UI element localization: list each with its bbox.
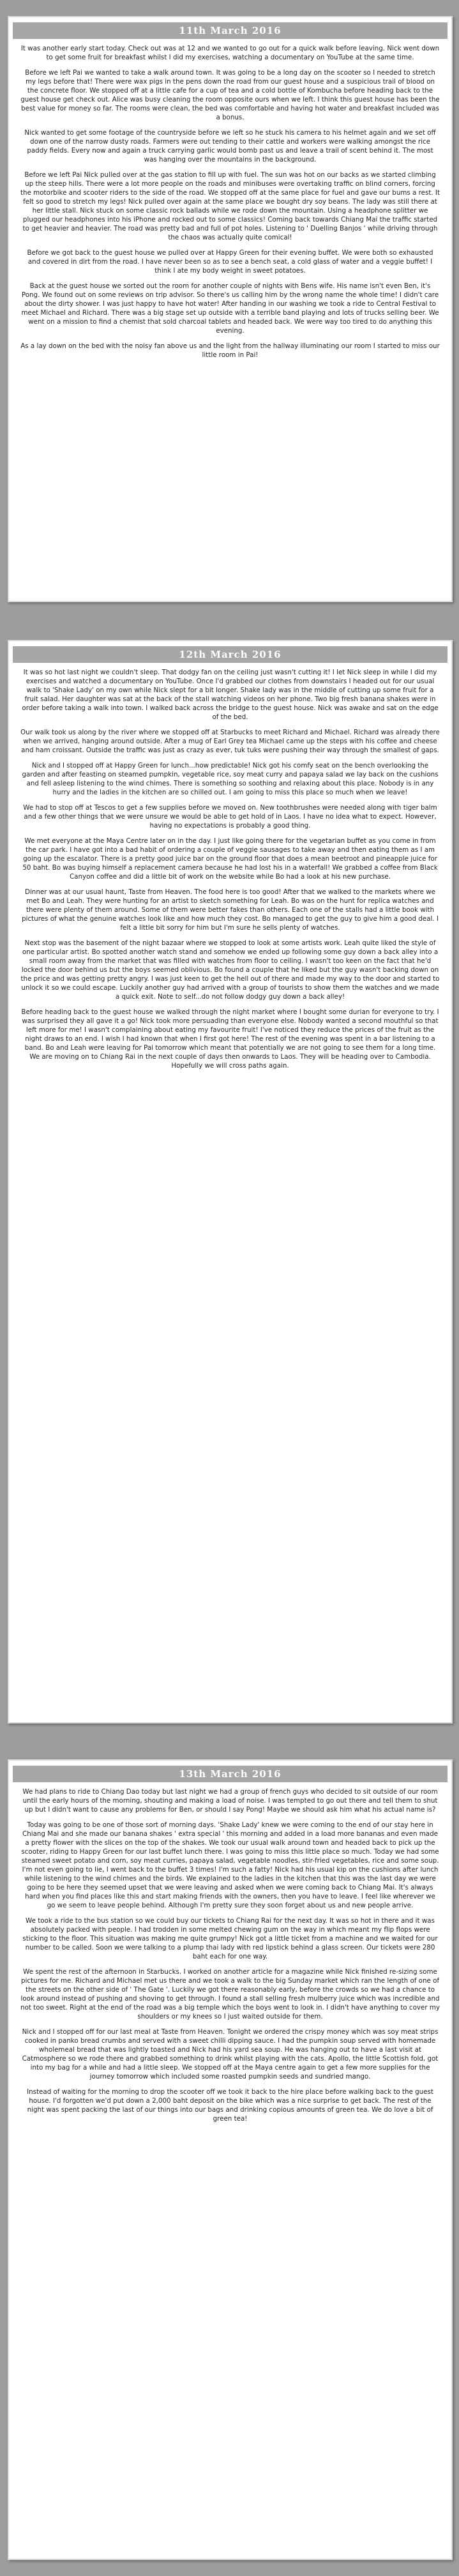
entry-body <box>9 663 451 1079</box>
entry-paragraph: Before we left Pai Nick pulled over at the gas station to fill up with fuel. The sun was hot on our backs as we started climbing up the steep hills. There were a lot more people on the roads and minibuses were overtaking traffic on blind corners, forcing the motorbike and scooter riders to the side of the road. We stopped off at the same place for fuel and gave our bums a rest. It felt so good to stretch my legs! Nick pulled over again at the same place we bought dry soy beans. The lady was still there at her little stall. Nick stuck on some classic rock ballads while we rode down the mountain. Using a headphone splitter we plugged our headphones into his iPhone and rocked out to some classics! Coming back towards Chiang Mai the traffic started to get heavier and heavier. The road was pretty bad and full of pot holes. Listening to ' Duelling Banjos ' while driving through the chaos was actually quite comical! <box>20 171 440 241</box>
entry-paragraph: Nick and I stopped off at Happy Green for lunch...how predictable! Nick got his comfy seat on the bench overlooking the garden and after feasting on steamed pumpkin, vegetable rice, soy meat curry and papaya salad we lay back on the cushions and fell asleep listening to the wind chimes. There is something so soothing and relaxing about this place. Nobody is in any hurry and the ladies in the kitchen are so chilled out. I am going to miss this place so much when we leave! <box>22 762 439 796</box>
entry-date: 12th March 2016 <box>179 649 282 660</box>
entry-date-header <box>13 22 448 39</box>
entry-paragraph: Before we left Pai we wanted to take a walk around town. It was going to be a long day on the scooter so I needed to stretch my legs before that! There were wax pigs in the pens down the road from our guest house and a suspicious trail of blood on the concrete floor. We stopped off at a little cafe for a cup of tea and a cold bottle of Kombucha before heading back to the guest house get check out. Alice was busy cleaning the room opposite ours when we left. I think this guest house has been the best value for money so far. The rooms were clean, the bed was comfortable and having hot water and breakfast included was a bonus. <box>20 69 440 121</box>
entry-paragraph: We met everyone at the Maya Centre later on in the day. I just like going there for the vegetarian buffet as you come in from the car park. I have got into a bad habit of ordering a couple of veggie sausages to take away and then eating them as I am going up the escalator. There is a pretty good juice bar on the ground floor that does a mean beetroot and pineapple juice for 50 baht. Bo was buying himself a replacement camera because he had lost his in a waterfall! We grabbed a coffee from Black Canyon coffee and did a little bit of work on the website while Bo had a look at his new purchase. <box>22 837 438 881</box>
entry-paragraph: It was so hot last night we couldn't sleep. That dodgy fan on the ceiling just wasn't cutting it! I let Nick sleep in while I did my exercises and watched a documentary on YouTube. Once I'd grabbed our clothes from downstairs I headed out for our usual walk to 'Shake Lady' on my own while Nick slept for a bit longer. Shake lady was in the middle of cutting up some fruit for a fruit salad. Her daughter was sat at the back of the stall watching videos on her phone. Two big fresh banana shakes were in order before taking a walk into town. I walked back across the bridge to the guest house. Nick was awake and sat on the edge of the bed. <box>22 669 439 721</box>
entry-paragraph: It was another early start today. Check out was at 12 and we wanted to go out for a quick walk before leaving. Nick went down to get some fruit for breakfast whilst I did my exercises, watching a documentary on YouTube at the same time. <box>20 45 440 61</box>
entry-date: 13th March 2016 <box>179 1768 282 1780</box>
entry-paragraph: We took a ride to the bus station so we could buy our tickets to Chiang Rai for the next day. It was so hot in there and it was absolutely packed with people. I had trodden in some melted chewing gum on the way in which meant my flip flops were sticking to the floor. This situation was making me quite grumpy! Nick got a little ticket from a machine and we waited for our number to be called. Soon we were talking to a plump thai lady with red lipstick behind a glass screen. Our tickets were 280 baht each for one way. <box>22 1917 438 1960</box>
entry-paragraph: Back at the guest house we sorted out the room for another couple of nights with Bens wife. His name isn't even Ben, it's Pong. We found out on some reviews on trip advisor. So there's us calling him by the wrong name the whole time! I didn't care about the dirty shower. I was just happy to have hot water! After handing in our washing we took a ride to Central Festival to meet Michael and Richard. There was a big stage set up outside with a terrible band playing and lots of trucks selling beer. We went on a mission to find a chemist that sold charcoal tablets and headed back. We were way too tired to do anything this evening. <box>21 282 439 335</box>
entry-body <box>9 39 451 368</box>
entry-date-header <box>13 646 448 663</box>
entry-paragraph: Dinner was at our usual haunt, Taste from Heaven. The food here is too good! After that we walked to the markets where we met Bo and Leah. They were hunting for an artist to sketch something for Leah. Bo was on the hunt for replica watches and there were plenty of them around. Some of them were better fakes than others. Each one of the stalls had a little book with pictures of what the genuine watches look like and how much they cost. Bo managed to get the guy to give him a good deal. I felt a little bit sorry for him but I'm sure he sells plenty of watches. <box>22 888 439 932</box>
entry-paragraph: Before heading back to the guest house we walked through the night market where I bought some durian for everyone to try. I was surprised they all gave it a go! Nick took more persuading than everyone else. Nobody wanted a second mouthful so that left more for me! I wasn't complaining about eating my favourite fruit! I've noticed they reduce the prices of the fruit as the night draws to an end. I wish I had known that when I first got here! The rest of the evening was spent in a bar listening to a band. Bo and Leah were leaving for Pai tomorrow which meant that potentially we are not going to see them for a long time. We are moving on to Chiang Rai in the next couple of days then onwards to Laos. They will be heading over to Cambodia. Hopefully we will cross paths again. <box>21 1008 439 1070</box>
entry-body <box>9 1782 451 2132</box>
entry-paragraph: We had plans to ride to Chiang Dao today but last night we had a group of french guys who decided to sit outside of our room until the early hours of the morning, shouting and making a load of noise. I was tempted to go out there and tell them to shut up but I didn't want to cause any problems for Ben, or should I say Pong! Maybe we should ask him what his actual name is? <box>22 1788 438 1814</box>
diary-entry <box>8 640 453 1724</box>
entry-paragraph: Nick wanted to get some footage of the countryside before we left so he stuck his camera to his helmet again and we set off down one of the narrow dusty roads. Farmers were out tending to their cattle and workers were walking amongst the rice paddy fields. Every now and again a truck carrying garlic would bomb past us and leave a trail of scent behind it. The most was hanging over the mountains in the background. <box>24 129 436 163</box>
diary-entry <box>8 16 453 602</box>
entry-paragraph: Before we got back to the guest house we pulled over at Happy Green for their evening buffet. We were both so exhausted and covered in dirt from the road. I have never been so as to see a bench seat, a cold glass of water and a veggie buffet! I think I ate my body weight in sweet potatoes. <box>27 249 433 275</box>
entry-date-header <box>13 1766 448 1782</box>
entry-paragraph: Instead of waiting for the morning to drop the scooter off we took it back to the hire place before walking back to the guest house. I'd forgotten we'd put down a 2,000 baht deposit on the bike which was a nice surprise to get back. The rest of the night was spent packing the last of our things into our bags and drinking copious amounts of green tea. We do love a bit of green tea! <box>27 2088 433 2123</box>
entry-paragraph: Next stop was the basement of the night bazaar where we stopped to look at some artists work. Leah quite liked the style of one particular artist. Bo spotted another watch stand and somehow we ended up following some guy down a back alley into a small room away from the market that was filled with watches from floor to ceiling. I wasn't too keen on the fact that he'd locked the door behind us but the boys seemed oblivious. Bo found a couple that he liked but the guy wasn't backing down on the price and was getting pretty angry. I was just keen to get the hell out of there and made my way to the door and started to unlock it so we could escape. Luckily another guy had arrived with a group of tourists to show them the watches and we made a quick exit. Note to self...do not follow dodgy guy down a back alley! <box>20 939 440 1001</box>
entry-paragraph: We spent the rest of the afternoon in Starbucks. I worked on another article for a magazine while Nick finished re-sizing some pictures for me. Richard and Michael met us there and we took a walk to the big Sunday market which ran the length of one of the streets on the other side of ' The Gate '. Luckily we got there reasonably early, before the crowds so we had a chance to look around instead of pushing and shoving to get through. I found a stall selling fresh mulberry juice which was incredible and not too sweet. Right at the end of the road was a big temple which the boys went to look in. I didn't have anything to cover my shoulders or my knees so I just waited outside for them. <box>20 1968 440 2020</box>
entry-paragraph: Our walk took us along by the river where we stopped off at Starbucks to meet Richard and Michael. Richard was already there when we arrived, hanging around outside. After a mug of Earl Grey tea Michael came up the steps with his coffee and cheese and ham croissant. Outside the traffic was just as crazy as ever, tuk tuks were pushing their way through the smallest of gaps. <box>20 729 440 754</box>
diary-entry <box>8 1759 453 2560</box>
entry-paragraph: We had to stop off at Tescos to get a few supplies before we moved on. New toothbrushes were needed along with tiger balm and a few other things that we were unsure we would be able to get hold of in Laos. I have no idea what to expect. However, having no expectations is probably a good thing. <box>23 804 437 830</box>
entry-paragraph: As a lay down on the bed with the noisy fan above us and the light from the hallway illuminating our room I started to miss our little room in Pai! <box>20 342 440 359</box>
entry-date: 11th March 2016 <box>179 25 282 36</box>
entry-paragraph: Nick and I stopped off for our last meal at Taste from Heaven. Tonight we ordered the crispy money which was soy meat strips cooked in panko bread crumbs and served with a sweet chilli dipping sauce. I had the pumpkin soup served with homemade wholemeal bread that was lightly toasted and Nick had his yard sea soup. He was hanging out to have a last visit at Catmosphere so we rode there and grabbed something to drink whilst playing with the cats. Apollo, the little Scottish fold, got into my bag for a while and had a little sleep. We stopped off at the Maya centre again to get a few more supplies for the journey tomorrow which included some roasted pumpkin seeds and sundried mango. <box>22 2028 439 2080</box>
entry-paragraph: Today was going to be one of those sort of morning days. 'Shake Lady' knew we were coming to the end of our stay here in Chiang Mai and she made our banana shakes ' extra special ' this morning and added in a load more bananas and even made a pretty flower with the slices on the top of the shakes. We took our usual walk around town and headed back to pick up the scooter, riding to Happy Green for our last buffet lunch there. I was going to miss this little place so much. Today we had some steamed sweet potato and corn, soy meat curries, papaya salad, vegetable noodles, stir-fried vegetables, rice and some soup. I'm not even going to lie, I went back to the buffet 3 times! I'm such a fatty! Nick had his usual kip on the cushions after lunch while listening to the wind chimes and the birds. We explained to the ladies in the kitchen that this was the last day we were going to be here they seemed upset that we were leaving and asked when we were coming back to Chiang Mai. It's always hard when you find places like this and start making friends with the owners, then you have to leave. I feel like wherever we go we seem to leave people behind. Although I'm pretty sure they soon forget about us and new people arrive. <box>21 1821 439 1909</box>
